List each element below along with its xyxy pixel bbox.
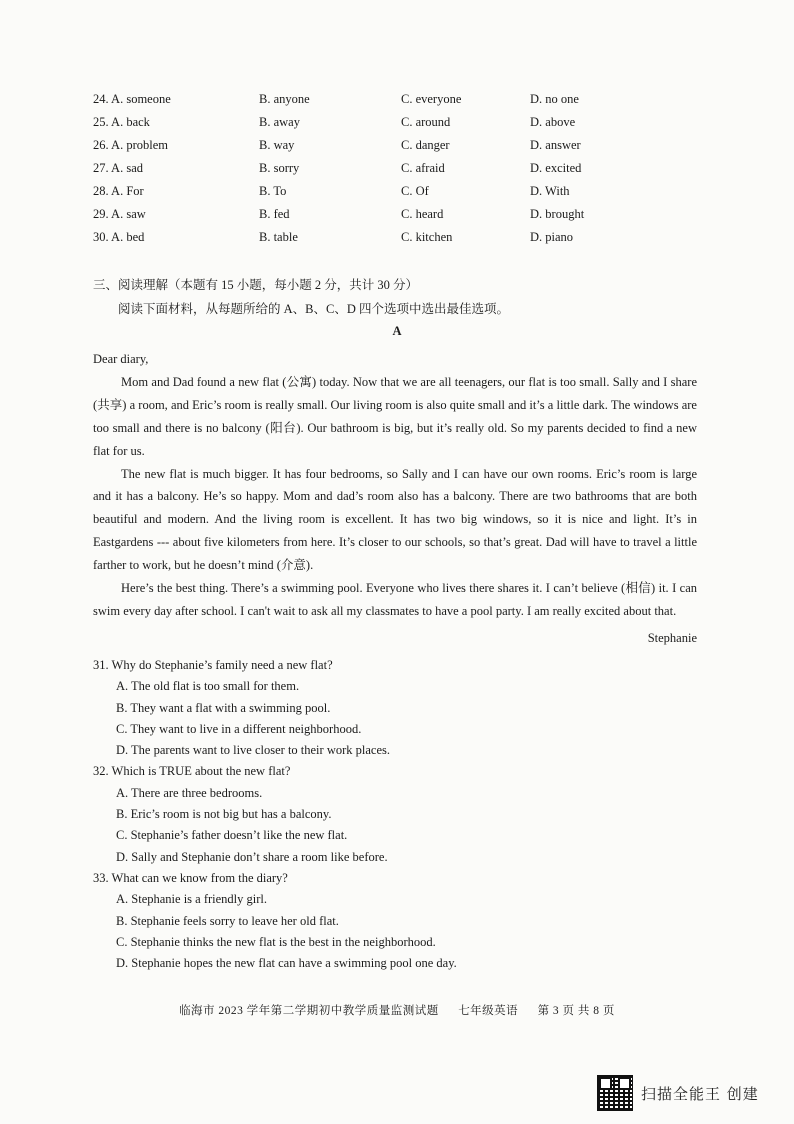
option-d: D. With bbox=[530, 184, 570, 198]
answer-option: D. The parents want to live closer to their work places. bbox=[116, 743, 390, 758]
option-d: D. no one bbox=[530, 92, 579, 106]
answer-option: C. Stephanie’s father doesn’t like the new flat. bbox=[116, 828, 348, 843]
passage-label: A bbox=[392, 324, 402, 338]
exam-title: 临海市 2023 学年第二学期初中教学质量监测试题 bbox=[179, 1005, 439, 1017]
answer-option: C. They want to live in a different neighborhood. bbox=[116, 721, 362, 736]
letter-signature: Stephanie bbox=[647, 631, 697, 645]
answer-option: B. They want a flat with a swimming pool. bbox=[116, 700, 331, 715]
answer-option: A. Stephanie is a friendly girl. bbox=[116, 892, 268, 907]
option-row bbox=[0, 92, 794, 112]
question-stem: 31. Why do Stephanie’s family need a new flat? bbox=[93, 658, 333, 672]
option-c: C. afraid bbox=[401, 161, 445, 175]
option-d: D. piano bbox=[530, 230, 574, 244]
option-c: C. kitchen bbox=[401, 230, 453, 244]
option-a: 28. A. For bbox=[93, 184, 144, 198]
option-d: D. excited bbox=[530, 161, 582, 175]
question-item bbox=[93, 655, 713, 761]
page-number: 第 3 页 共 8 页 bbox=[537, 1005, 615, 1017]
question-item bbox=[93, 761, 713, 867]
option-b: B. table bbox=[259, 230, 298, 244]
letter-greeting: Dear diary, bbox=[93, 352, 149, 366]
answer-option: B. Stephanie feels sorry to leave her old flat. bbox=[116, 913, 339, 928]
option-b: B. fed bbox=[259, 207, 290, 221]
option-b: B. anyone bbox=[259, 92, 310, 106]
option-b: B. way bbox=[259, 138, 295, 152]
option-c: C. everyone bbox=[401, 92, 462, 106]
question-list bbox=[93, 655, 713, 974]
answer-option: B. Eric’s room is not big but has a balcony. bbox=[116, 807, 332, 822]
scanner-watermark-text: 扫描全能王 创建 bbox=[641, 1084, 759, 1103]
page-footer bbox=[0, 1002, 794, 1018]
option-a: 27. A. sad bbox=[93, 161, 143, 175]
diary-letter bbox=[93, 348, 697, 623]
option-row bbox=[0, 161, 794, 181]
option-c: C. Of bbox=[401, 184, 429, 198]
option-a: 25. A. back bbox=[93, 115, 150, 129]
answer-option: A. The old flat is too small for them. bbox=[116, 679, 300, 694]
question-item bbox=[93, 868, 713, 974]
exam-subject: 七年级英语 bbox=[458, 1005, 519, 1017]
scanner-watermark bbox=[597, 1075, 759, 1111]
option-row bbox=[0, 184, 794, 204]
option-a: 30. A. bed bbox=[93, 230, 145, 244]
answer-option: D. Stephanie hopes the new flat can have a swimming pool one day. bbox=[116, 956, 457, 971]
option-d: D. brought bbox=[530, 207, 585, 221]
option-a: 29. A. saw bbox=[93, 207, 146, 221]
option-b: B. To bbox=[259, 184, 287, 198]
option-row bbox=[0, 115, 794, 135]
section-instruction: 阅读下面材料，从每题所给的 A、B、C、D 四个选项中选出最佳选项。 bbox=[118, 302, 509, 316]
question-stem: 32. Which is TRUE about the new flat? bbox=[93, 764, 291, 779]
option-b: B. away bbox=[259, 115, 300, 129]
option-a: 26. A. problem bbox=[93, 138, 168, 152]
answer-option: C. Stephanie thinks the new flat is the best in the neighborhood. bbox=[116, 934, 436, 949]
option-row bbox=[0, 207, 794, 227]
answer-option: A. There are three bedrooms. bbox=[116, 785, 263, 800]
letter-paragraph: Mom and Dad found a new flat (公寓) today. Now that we are all teenagers, our flat is too small. Sally and I share (共享) a room, and Eric’s room is really small. Our living room is also quite small and it’s a little dark. The windows are too small and there is no balcony (阳台). Our bathroom is big, but it’s really old. So my parents decided to find a new flat for us. bbox=[93, 374, 697, 458]
option-c: C. heard bbox=[401, 207, 444, 221]
section-title: 三、阅读理解（本题有 15 小题，每小题 2 分，共计 30 分） bbox=[93, 278, 419, 292]
option-c: C. danger bbox=[401, 138, 450, 152]
qr-code-icon bbox=[597, 1075, 633, 1111]
question-stem: 33. What can we know from the diary? bbox=[93, 870, 288, 885]
option-b: B. sorry bbox=[259, 161, 300, 175]
option-d: D. answer bbox=[530, 138, 581, 152]
answer-option: D. Sally and Stephanie don’t share a room like before. bbox=[116, 849, 388, 864]
option-a: 24. A. someone bbox=[93, 92, 171, 106]
letter-paragraph: The new flat is much bigger. It has four bedrooms, so Sally and I can have our own rooms. Eric’s room is large and it has a balcony. He’s so happy. Mom and dad’s room also has a balcony. There are two bathrooms that are both beautiful and modern. And the living room is excellent. It has two big windows, so it is nice and light. It’s in Eastgardens --- about five kilometers from here. It’s closer to our schools, so that’s great. Dad will have to travel a little farther to work, but he doesn’t mind (介意). bbox=[93, 466, 697, 573]
option-c: C. around bbox=[401, 115, 451, 129]
option-row bbox=[0, 138, 794, 158]
letter-paragraph: Here’s the best thing. There’s a swimming pool. Everyone who lives there shares it. I can’t believe (相信) it. I can swim every day after school. I can't wait to ask all my classmates to have a pool party. I am really excited about that. bbox=[93, 581, 697, 618]
option-d: D. above bbox=[530, 115, 576, 129]
option-row bbox=[0, 230, 794, 250]
